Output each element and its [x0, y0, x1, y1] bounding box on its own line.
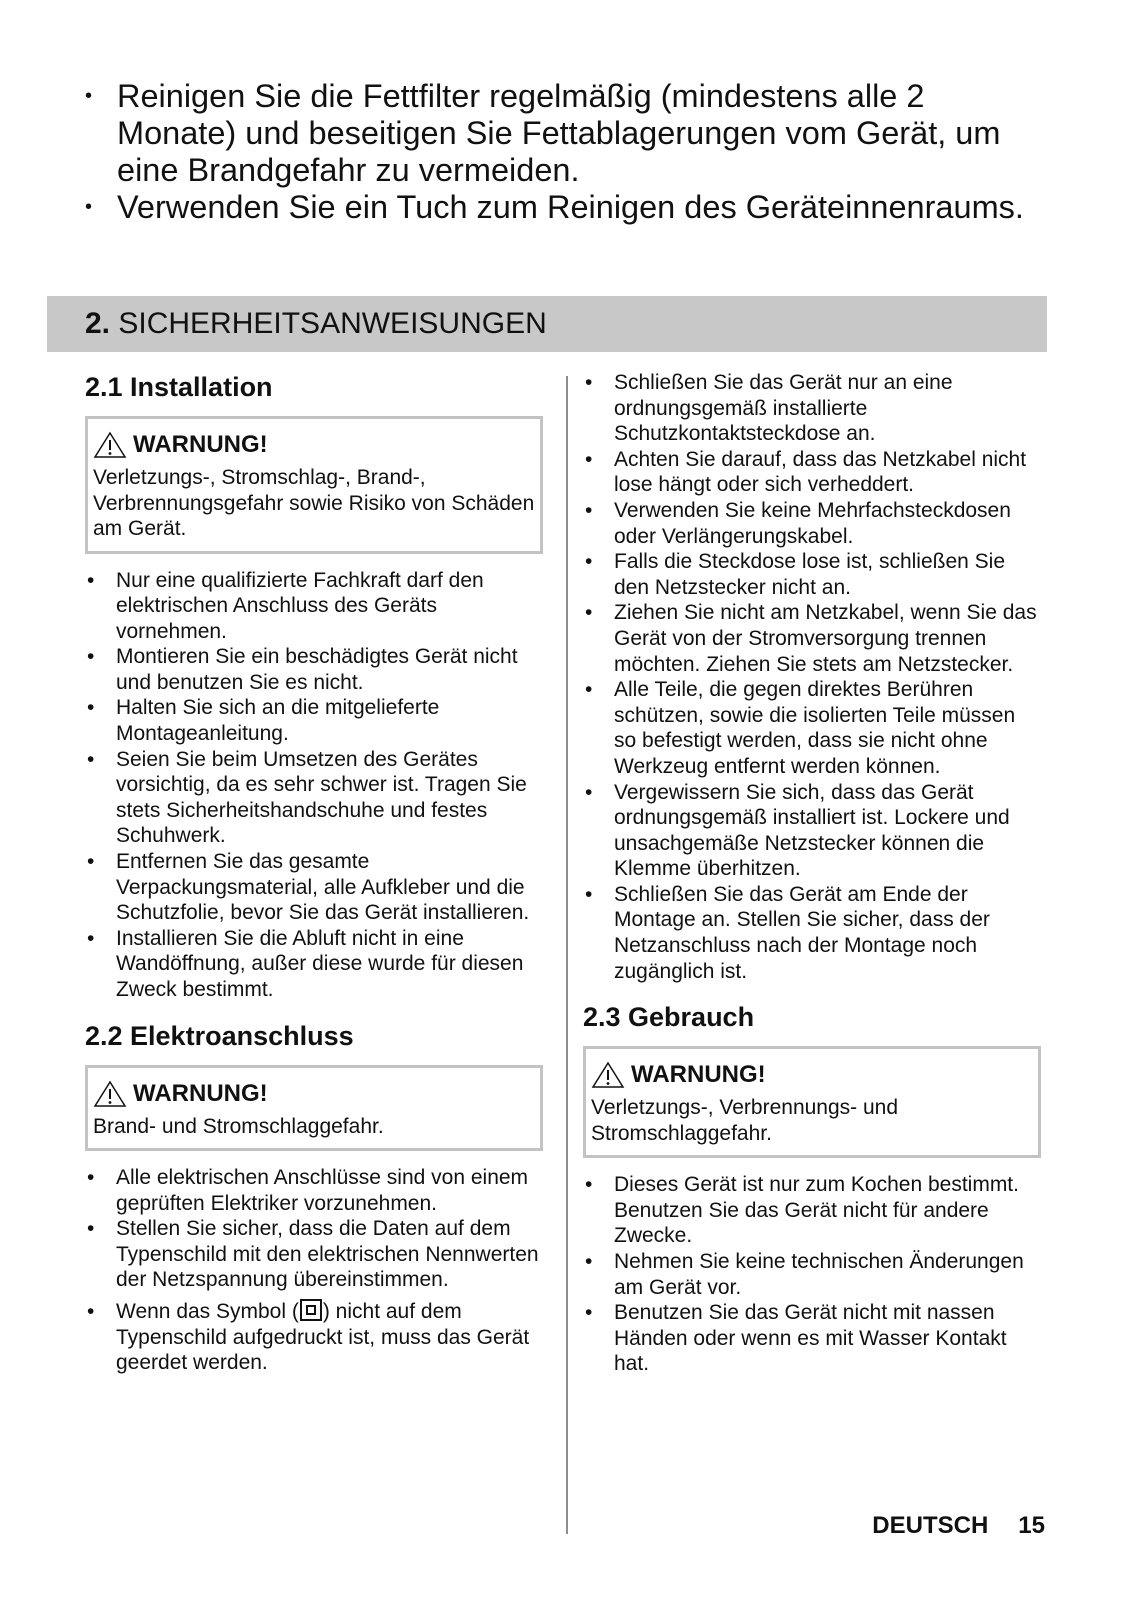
list-item: • Dieses Gerät ist nur zum Kochen bestimmt. Benutzen Sie das Gerät nicht für andere Zwecke.: [585, 1173, 1019, 1248]
list-item: • Montieren Sie ein beschädigtes Gerät nicht und benutzen Sie es nicht.: [87, 645, 518, 694]
right-column: [583, 370, 1043, 1377]
elektro-list: [85, 1165, 545, 1376]
list-item: • Halten Sie sich an die mitgelieferte Montageanleitung.: [87, 696, 440, 746]
intro-list: [85, 78, 1045, 226]
page-number: 15: [1018, 1512, 1045, 1539]
section-header: [47, 296, 1047, 352]
list-item: • Stellen Sie sicher, dass die Daten auf dem Typenschild mit den elektrischen Nennwerten der Netzspannung übereinstimmen.: [87, 1217, 539, 1292]
warning-text: Brand- und Stromschlaggefahr.: [93, 1114, 384, 1138]
list-item: • Falls die Steckdose lose ist, schließen Sie den Netzstecker nicht an.: [585, 550, 1006, 599]
list-item: • Schließen Sie das Gerät nur an eine ordnungsgemäß installierte Schutzkontaktsteckdose an.: [585, 371, 953, 446]
section-title: 2. SICHERHEITSANWEISUNGEN: [85, 307, 547, 340]
list-item: • Nur eine qualifizierte Fachkraft darf den elektrischen Anschluss des Geräts vornehmen.: [87, 568, 484, 643]
list-item: • Alle elektrischen Anschlüsse sind von einem geprüften Elektriker vorzunehmen.: [87, 1166, 529, 1215]
list-item: • Alle Teile, die gegen direktes Berühren schützen, sowie die isolierten Teile müssen so befestigt werden, dass sie nicht ohne Werkzeug entfernt werden können.: [585, 678, 1016, 778]
gebrauch-warning-box: [583, 1046, 1041, 1158]
list-item: • Verwenden Sie keine Mehrfachsteckdosen oder Verlängerungskabel.: [585, 498, 1011, 548]
list-item: • Reinigen Sie die Fettfilter regelmäßig (mindestens alle 2 Monate) und beseitigen Sie Fettablagerungen vom Gerät, um eine Brandgefahr zu vermeiden.: [85, 78, 1001, 188]
list-item: • Ziehen Sie nicht am Netzkabel, wenn Sie das Gerät von der Stromversorgung trennen möchten. Ziehen Sie stets am Netzstecker.: [585, 601, 1037, 676]
warning-triangle-icon: [93, 1080, 127, 1108]
left-column: [85, 370, 545, 1376]
warning-title: WARNUNG!: [631, 1061, 766, 1089]
list-item: • Wenn das Symbol ( ) nicht auf dem Typenschild aufgedruckt ist, muss das Gerät geerdet werden.: [87, 1300, 530, 1375]
installation-warning-box: [85, 416, 543, 554]
installation-list: [85, 568, 545, 1003]
warning-title: WARNUNG!: [133, 1079, 268, 1107]
column-divider: [566, 376, 568, 1534]
page-footer: [872, 1512, 1045, 1540]
list-item: • Schließen Sie das Gerät am Ende der Montage an. Stellen Sie sicher, dass der Netzanschluss nach der Montage noch zugänglich ist.: [585, 882, 990, 983]
list-item: • Verwenden Sie ein Tuch zum Reinigen des Geräteinnenraums.: [85, 189, 1024, 225]
installation-heading: 2.1 Installation: [85, 372, 273, 402]
warning-triangle-icon: [93, 431, 127, 459]
footer-language: DEUTSCH: [872, 1512, 989, 1539]
warning-triangle-icon: [591, 1061, 625, 1089]
list-item: • Vergewissern Sie sich, dass das Gerät ordnungsgemäß installiert ist. Lockere und unsachgemäße Netzstecker können die Klemme überhitzen.: [585, 780, 1010, 881]
gebrauch-list: [583, 1172, 1043, 1377]
list-item: • Seien Sie beim Umsetzen des Gerätes vorsichtig, da es sehr schwer ist. Tragen Sie stets Sicherheitshandschuhe und festes Schuhwerk.: [87, 747, 527, 848]
elektro-warning-box: [85, 1065, 543, 1152]
protection-class-symbol-icon: [300, 1299, 322, 1321]
list-item: • Installieren Sie die Abluft nicht in eine Wandöffnung, außer diese wurde für diesen Zweck bestimmt.: [87, 926, 524, 1001]
warning-text: Verletzungs-, Stromschlag-, Brand-, Verbrennungsgefahr sowie Risiko von Schäden am Gerät.: [93, 466, 535, 540]
list-item: • Entfernen Sie das gesamte Verpackungsmaterial, alle Aufkleber und die Schutzfolie, bevor Sie das Gerät installieren.: [87, 850, 530, 925]
elektro-list-continued: [583, 370, 1043, 984]
gebrauch-heading: 2.3 Gebrauch: [583, 1002, 755, 1033]
list-item: • Achten Sie darauf, dass das Netzkabel nicht lose hängt oder sich verheddert.: [585, 447, 1027, 497]
warning-text: Verletzungs-, Verbrennungs- und Stromschlaggefahr.: [591, 1096, 899, 1145]
list-item: • Benutzen Sie das Gerät nicht mit nassen Händen oder wenn es mit Wasser Kontakt hat.: [585, 1301, 1007, 1376]
elektro-heading: 2.2 Elektroanschluss: [85, 1020, 354, 1051]
list-item: • Nehmen Sie keine technischen Änderungen am Gerät vor.: [585, 1250, 1024, 1299]
warning-title: WARNUNG!: [133, 431, 268, 458]
